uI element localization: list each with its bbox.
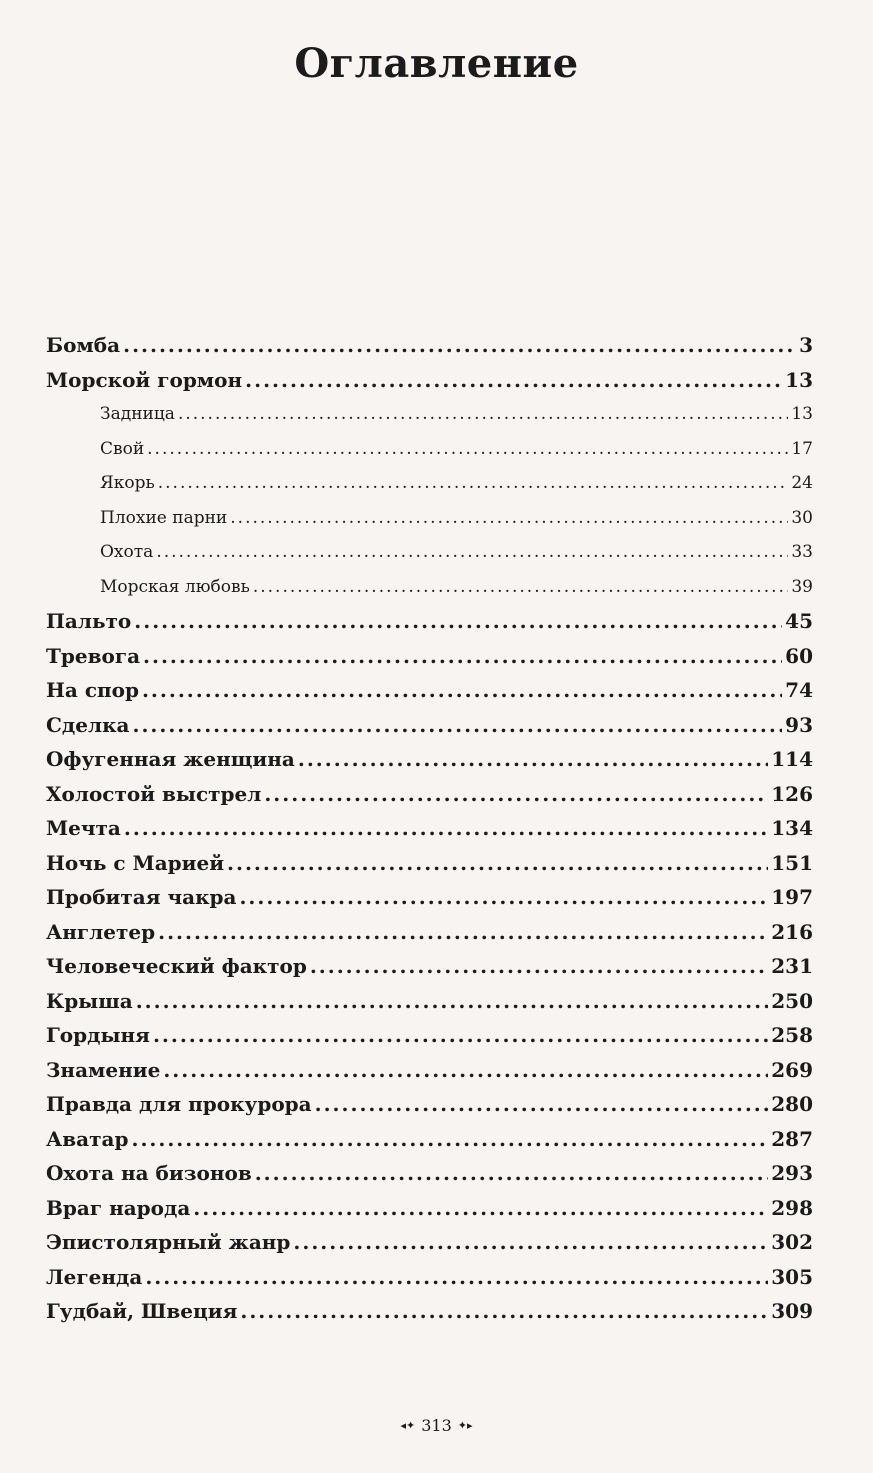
dot-leader	[230, 501, 788, 536]
dot-leader	[124, 811, 768, 846]
toc-entry-title: Бомба	[46, 333, 121, 357]
toc-entry-title: Аватар	[46, 1126, 129, 1151]
toc-entry	[46, 1225, 813, 1260]
toc-entry-page: 269	[771, 1057, 813, 1082]
toc-entry-page: 114	[771, 747, 813, 771]
toc-entry	[46, 949, 813, 984]
toc-entry-page: 24	[791, 473, 813, 493]
toc-entry-title: Сделка	[46, 712, 130, 737]
toc-entry-title: Правда для прокурора	[46, 1092, 312, 1116]
page-number-value: 313	[421, 1416, 452, 1435]
toc-entry	[46, 1191, 813, 1226]
dot-leader	[142, 673, 782, 708]
toc-entry	[46, 742, 813, 777]
toc-entry-page: 13	[785, 367, 813, 392]
toc-subentry	[46, 501, 813, 536]
dot-leader	[193, 1191, 768, 1226]
toc-entry-title: Ночь с Марией	[46, 850, 225, 875]
toc-entry-title: Свой	[100, 438, 145, 459]
toc-entry	[46, 777, 813, 812]
toc-subentry	[46, 466, 813, 501]
toc-entry	[46, 1018, 813, 1053]
toc-subentry	[46, 570, 813, 605]
toc-entry	[46, 880, 813, 915]
toc-entry	[46, 639, 813, 674]
toc-entry-title: Легенда	[46, 1264, 143, 1289]
toc-entry-page: 287	[771, 1126, 813, 1151]
toc-entry-page: 258	[771, 1023, 813, 1047]
dot-leader	[156, 535, 788, 570]
toc-entry-page: 30	[791, 507, 813, 528]
dot-leader	[153, 1018, 768, 1053]
dot-leader	[255, 1156, 769, 1191]
toc-entry-title: Офугенная женщина	[46, 747, 295, 771]
dot-leader	[147, 432, 788, 467]
dot-leader	[240, 1294, 768, 1329]
toc-entry	[46, 846, 813, 881]
dot-leader	[123, 328, 796, 363]
table-of-contents	[46, 328, 813, 1329]
dot-leader	[163, 1053, 768, 1088]
toc-entry	[46, 811, 813, 846]
toc-entry-title: Якорь	[100, 473, 155, 493]
toc-entry-title: Охота	[100, 542, 154, 562]
page-number	[0, 1416, 873, 1435]
dot-leader	[143, 639, 782, 674]
toc-entry	[46, 1087, 813, 1122]
toc-entry	[46, 363, 813, 398]
dot-leader	[310, 949, 768, 984]
toc-entry-page: 33	[791, 542, 813, 562]
dot-leader	[315, 1087, 769, 1122]
dot-leader	[134, 604, 782, 639]
toc-subentry	[46, 432, 813, 467]
toc-entry-title: На спор	[46, 678, 139, 702]
toc-entry-title: Охота на бизонов	[46, 1161, 252, 1185]
dot-leader	[136, 984, 769, 1019]
toc-entry	[46, 984, 813, 1019]
right-ornament-icon: ✦▸	[457, 1419, 473, 1432]
toc-entry-page: 74	[785, 678, 813, 702]
toc-subentry	[46, 535, 813, 570]
toc-entry-title: Тревога	[46, 643, 141, 668]
toc-entry-title: Гордыня	[46, 1023, 150, 1047]
toc-entry-page: 3	[799, 333, 813, 357]
toc-entry	[46, 915, 813, 950]
dot-leader	[131, 1122, 768, 1157]
toc-entry-title: Враг народа	[46, 1195, 191, 1220]
dot-leader	[145, 1260, 768, 1295]
toc-entry	[46, 1122, 813, 1157]
dot-leader	[293, 1225, 768, 1260]
toc-entry-page: 298	[771, 1195, 813, 1220]
toc-entry-title: Мечта	[46, 816, 121, 840]
toc-entry-page: 197	[771, 885, 813, 909]
toc-entry-page: 293	[771, 1161, 813, 1185]
toc-entry-page: 250	[771, 988, 813, 1013]
toc-entry-title: Морская любовь	[100, 576, 250, 597]
toc-entry	[46, 1294, 813, 1329]
toc-entry-page: 93	[785, 712, 813, 737]
toc-subentry	[46, 397, 813, 432]
toc-entry-title: Пальто	[46, 609, 132, 633]
toc-entry	[46, 708, 813, 743]
toc-entry-title: Морской гормон	[46, 367, 243, 392]
dot-leader	[158, 466, 789, 501]
toc-entry	[46, 673, 813, 708]
dot-leader	[158, 915, 768, 950]
toc-entry-title: Человеческий фактор	[46, 954, 307, 978]
toc-entry-title: Задница	[100, 404, 175, 424]
toc-entry-page: 45	[785, 609, 813, 633]
dot-leader	[227, 846, 768, 881]
left-ornament-icon: ◂✦	[400, 1419, 416, 1432]
toc-entry-title: Эпистолярный жанр	[46, 1230, 291, 1254]
toc-entry-title: Знамение	[46, 1057, 161, 1082]
dot-leader	[239, 880, 768, 915]
dot-leader	[178, 397, 788, 432]
toc-entry-page: 216	[771, 919, 813, 944]
toc-entry-page: 39	[791, 576, 813, 597]
page-title: Оглавление	[294, 40, 579, 87]
toc-entry-title: Плохие парни	[100, 507, 228, 528]
toc-entry-title: Англетер	[46, 919, 156, 944]
toc-entry-page: 17	[791, 438, 813, 459]
toc-entry	[46, 328, 813, 363]
dot-leader	[132, 708, 782, 743]
toc-entry-page: 309	[771, 1299, 813, 1323]
toc-entry-page: 60	[785, 643, 813, 668]
toc-entry-page: 305	[771, 1264, 813, 1289]
toc-entry-page: 231	[771, 954, 813, 978]
toc-entry-page: 151	[771, 850, 813, 875]
dot-leader	[298, 742, 768, 777]
toc-entry-page: 134	[771, 816, 813, 840]
toc-entry-page: 302	[771, 1230, 813, 1254]
dot-leader	[253, 570, 789, 605]
toc-entry-title: Пробитая чакра	[46, 885, 237, 909]
toc-entry-page: 280	[771, 1092, 813, 1116]
toc-entry	[46, 1053, 813, 1088]
toc-entry-page: 13	[791, 404, 813, 424]
dot-leader	[264, 777, 768, 812]
toc-entry	[46, 604, 813, 639]
toc-entry	[46, 1156, 813, 1191]
toc-entry-title: Гудбай, Швеция	[46, 1299, 238, 1323]
toc-entry-page: 126	[771, 781, 813, 806]
toc-entry-title: Холостой выстрел	[46, 781, 262, 806]
toc-entry	[46, 1260, 813, 1295]
toc-entry-title: Крыша	[46, 988, 133, 1013]
dot-leader	[245, 363, 782, 398]
